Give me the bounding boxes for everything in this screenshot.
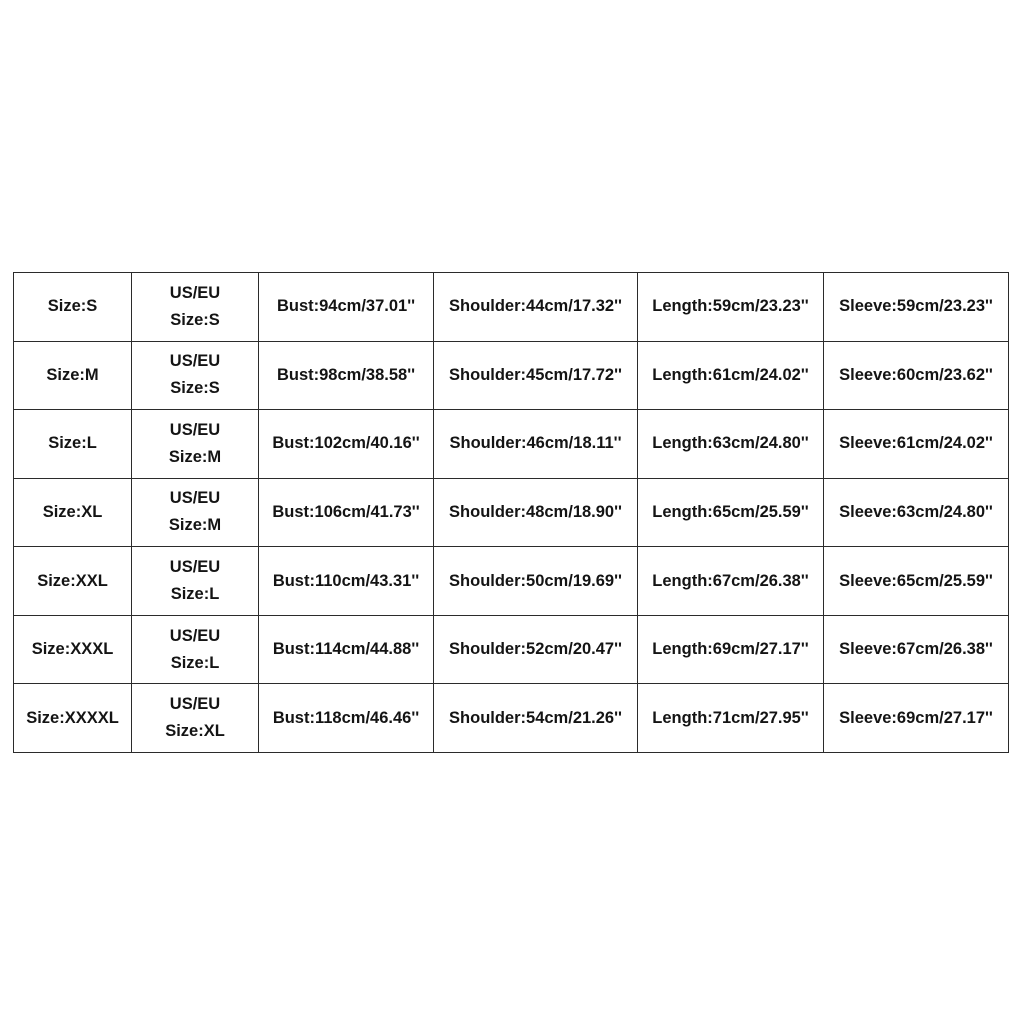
bust-cell: Bust:110cm/43.31'' — [259, 547, 434, 616]
region-size: Size:XL — [165, 722, 225, 741]
region-label: US/EU — [169, 626, 221, 645]
us-eu-size-cell — [132, 273, 259, 342]
size-cell: Size:L — [14, 410, 132, 479]
table-row — [14, 341, 1009, 410]
bust-cell: Bust:118cm/46.46'' — [259, 684, 434, 753]
sleeve-cell: Sleeve:63cm/24.80'' — [824, 478, 1009, 547]
table-row — [14, 615, 1009, 684]
shoulder-cell: Shoulder:54cm/21.26'' — [434, 684, 638, 753]
bust-cell: Bust:94cm/37.01'' — [259, 273, 434, 342]
sleeve-cell: Sleeve:60cm/23.62'' — [824, 341, 1009, 410]
shoulder-cell: Shoulder:48cm/18.90'' — [434, 478, 638, 547]
shoulder-cell: Shoulder:50cm/19.69'' — [434, 547, 638, 616]
us-eu-size-cell — [132, 410, 259, 479]
bust-cell: Bust:114cm/44.88'' — [259, 615, 434, 684]
region-size: Size:L — [170, 653, 220, 672]
us-eu-size-cell — [132, 615, 259, 684]
sleeve-cell: Sleeve:67cm/26.38'' — [824, 615, 1009, 684]
size-chart-table — [13, 272, 1009, 753]
bust-cell: Bust:98cm/38.58'' — [259, 341, 434, 410]
us-eu-size-cell — [132, 478, 259, 547]
length-cell: Length:61cm/24.02'' — [638, 341, 824, 410]
sleeve-cell: Sleeve:65cm/25.59'' — [824, 547, 1009, 616]
shoulder-cell: Shoulder:45cm/17.72'' — [434, 341, 638, 410]
region-label: US/EU — [169, 558, 221, 577]
shoulder-cell: Shoulder:44cm/17.32'' — [434, 273, 638, 342]
length-cell: Length:63cm/24.80'' — [638, 410, 824, 479]
us-eu-size-cell — [132, 684, 259, 753]
shoulder-cell: Shoulder:46cm/18.11'' — [434, 410, 638, 479]
table-row — [14, 547, 1009, 616]
us-eu-size-cell — [132, 547, 259, 616]
region-size: Size:S — [170, 379, 220, 398]
length-cell: Length:59cm/23.23'' — [638, 273, 824, 342]
region-size: Size:S — [170, 310, 220, 329]
region-label: US/EU — [169, 695, 221, 714]
length-cell: Length:71cm/27.95'' — [638, 684, 824, 753]
region-label: US/EU — [169, 489, 221, 508]
size-cell: Size:M — [14, 341, 132, 410]
bust-cell: Bust:106cm/41.73'' — [259, 478, 434, 547]
us-eu-size-cell — [132, 341, 259, 410]
table-row — [14, 273, 1009, 342]
length-cell: Length:69cm/27.17'' — [638, 615, 824, 684]
shoulder-cell: Shoulder:52cm/20.47'' — [434, 615, 638, 684]
size-cell: Size:XXXL — [14, 615, 132, 684]
size-cell: Size:S — [14, 273, 132, 342]
length-cell: Length:65cm/25.59'' — [638, 478, 824, 547]
bust-cell: Bust:102cm/40.16'' — [259, 410, 434, 479]
sleeve-cell: Sleeve:59cm/23.23'' — [824, 273, 1009, 342]
length-cell: Length:67cm/26.38'' — [638, 547, 824, 616]
region-size: Size:M — [168, 516, 222, 535]
table-row — [14, 684, 1009, 753]
region-size: Size:M — [168, 447, 222, 466]
sleeve-cell: Sleeve:61cm/24.02'' — [824, 410, 1009, 479]
size-cell: Size:XXL — [14, 547, 132, 616]
size-cell: Size:XL — [14, 478, 132, 547]
size-cell: Size:XXXXL — [14, 684, 132, 753]
table-row — [14, 478, 1009, 547]
region-size: Size:L — [170, 585, 220, 604]
table-row — [14, 410, 1009, 479]
sleeve-cell: Sleeve:69cm/27.17'' — [824, 684, 1009, 753]
region-label: US/EU — [169, 420, 221, 439]
region-label: US/EU — [169, 352, 221, 371]
region-label: US/EU — [169, 283, 221, 302]
